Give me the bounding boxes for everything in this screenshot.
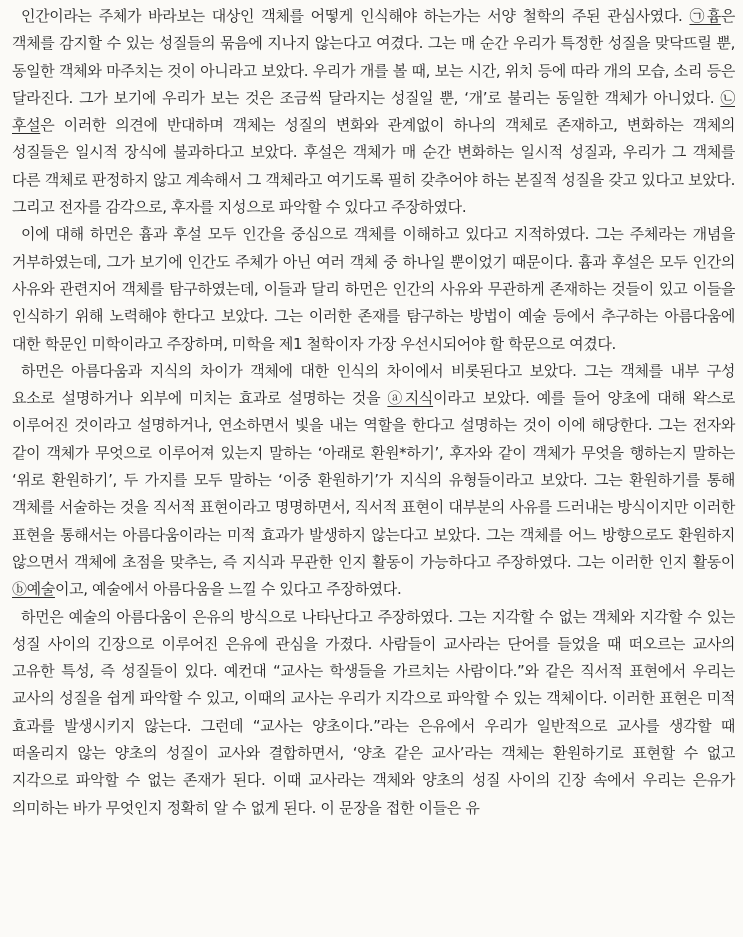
paragraph-4 [12, 604, 735, 822]
underlined-term: ⓑ예술 [12, 580, 55, 599]
text-run: 은 이러한 의견에 반대하며 객체는 성질의 변화와 관계없이 하나의 객체로 존재하고, 변화하는 객체의 성질들은 일시적 장식에 불과하다고 보았다. 후설은 객체가 매 순간 변화하는 일시적 성질과, 우리가 그 객체를 다른 객체로 판정하지 않고 계속해서 그 객체라고 여기도록 필히 갖추어야 하는 본질적 성질을 갖고 있다고 보았다. 그리고 전자를 감각으로, 후자를 지성으로 파악할 수 있다고 주장하였다. [12, 116, 735, 217]
text-run: 이라고 보았다. 예를 들어 양초에 대해 왁스로 이루어진 것이라고 설명하거나, 연소하면서 빛을 내는 역할을 한다고 설명하는 것이 이에 해당한다. 그는 전자와 같이 객체가 무엇으로 이루어져 있는지 말하는 ‘아래로 환원*하기’, 후자와 같이 객체가 무엇을 행하는지 말하는 ‘위로 환원하기’, 두 가지를 모두 말하는 ‘이중 환원하기’가 지식의 유형들이라고 보았다. 그는 환원하기를 통해 객체를 서술하는 것을 직서적 표현이라고 명명하면서, 직서적 표현이 대부분의 사유를 드러내는 방식이지만 이러한 표현을 통해서는 아름다움이라는 미적 효과가 발생하지 않는다고 보았다. 그는 객체를 어느 방향으로도 환원하지 않으면서 객체에 초점을 맞추는, 즉 지식과 무관한 인지 활동이 가능하다고 주장하였다. 그는 이러한 인지 활동이 [12, 389, 736, 571]
underlined-term: ㉡후설 [12, 88, 735, 135]
paragraph-3 [12, 358, 735, 604]
paragraph-2 [12, 221, 735, 357]
paragraph-1 [12, 3, 735, 221]
underlined-term: ㉠흄 [689, 7, 721, 25]
text-run: 이고, 예술에서 아름다움을 느낄 수 있다고 주장하였다. [54, 580, 402, 599]
text-run: 하먼은 아름다움과 지식의 차이가 객체에 대한 인식의 차이에서 비롯된다고 보았다. 그는 객체를 내부 구성 요소로 설명하거나 외부에 미치는 효과로 설명하는 것을 [12, 361, 735, 408]
text-run: 하먼은 예술의 아름다움이 은유의 방식으로 나타난다고 주장하였다. 그는 지각할 수 없는 객체와 지각할 수 있는 성질 사이의 긴장으로 이루어진 은유에 관심을 가졌다. 사람들이 교사라는 단어를 들었을 때 떠오르는 교사의 고유한 특성, 즉 성질들이 있다. 예컨대 “교사는 학생들을 가르치는 사람이다.”와 같은 직서적 표현에서 우리는 교사의 성질을 쉽게 파악할 수 있고, 이때의 교사는 우리가 지각으로 파악할 수 있는 객체이다. 이러한 표현은 미적 효과를 발생시키지 않는다. 그런데 “교사는 양초이다.”라는 은유에서 우리가 일반적으로 교사를 생각할 때 떠올리지 않는 양초의 성질이 교사와 결합하면서, ‘양초 같은 교사’라는 객체는 환원하기로 표현할 수 없고 지각으로 파악할 수 없는 존재가 된다. 이때 교사라는 객체와 양초의 성질 사이의 긴장 속에서 우리는 은유가 의미하는 바가 무엇인지 정확히 알 수 없게 된다. 이 문장을 접한 이들은 유 [12, 607, 735, 817]
underlined-term: ⓐ지식 [387, 389, 434, 408]
text-run: 은 객체를 감지할 수 있는 성질들의 묶음에 지나지 않는다고 여겼다. 그는 매 순간 우리가 특정한 성질을 맞닥뜨릴 뿐, 동일한 객체와 마주치는 것이 아니라고 보았다. 우리가 개를 볼 때, 보는 시간, 위치 등에 따라 개의 모습, 소리 등은 달라진다. 그가 보기에 우리가 보는 것은 조금씩 달라지는 성질일 뿐, ‘개’로 불리는 동일한 객체가 아니었다. [12, 7, 735, 107]
text-run: 인간이라는 주체가 바라보는 대상인 객체를 어떻게 인식해야 하는가는 서양 철학의 주된 관심사였다. [21, 7, 690, 25]
text-run: 이에 대해 하먼은 흄과 후설 모두 인간을 중심으로 객체를 이해하고 있다고 지적하였다. 그는 주체라는 개념을 거부하였는데, 그가 보기에 인간도 주체가 아닌 여러 객체 중 하나일 뿐이었기 때문이다. 흄과 후설은 모두 인간의 사유와 관련지어 객체를 탐구하였는데, 이들과 달리 하먼은 인간의 사유와 무관하게 존재하는 것들이 있고 이들을 인식하기 위해 노력해야 한다고 보았다. 그는 이러한 존재를 탐구하는 방법이 예술 등에서 추구하는 아름다움에 대한 학문인 미학이라고 주장하며, 미학을 제1 철학이자 가장 우선시되어야 할 학문으로 여겼다. [12, 225, 735, 353]
